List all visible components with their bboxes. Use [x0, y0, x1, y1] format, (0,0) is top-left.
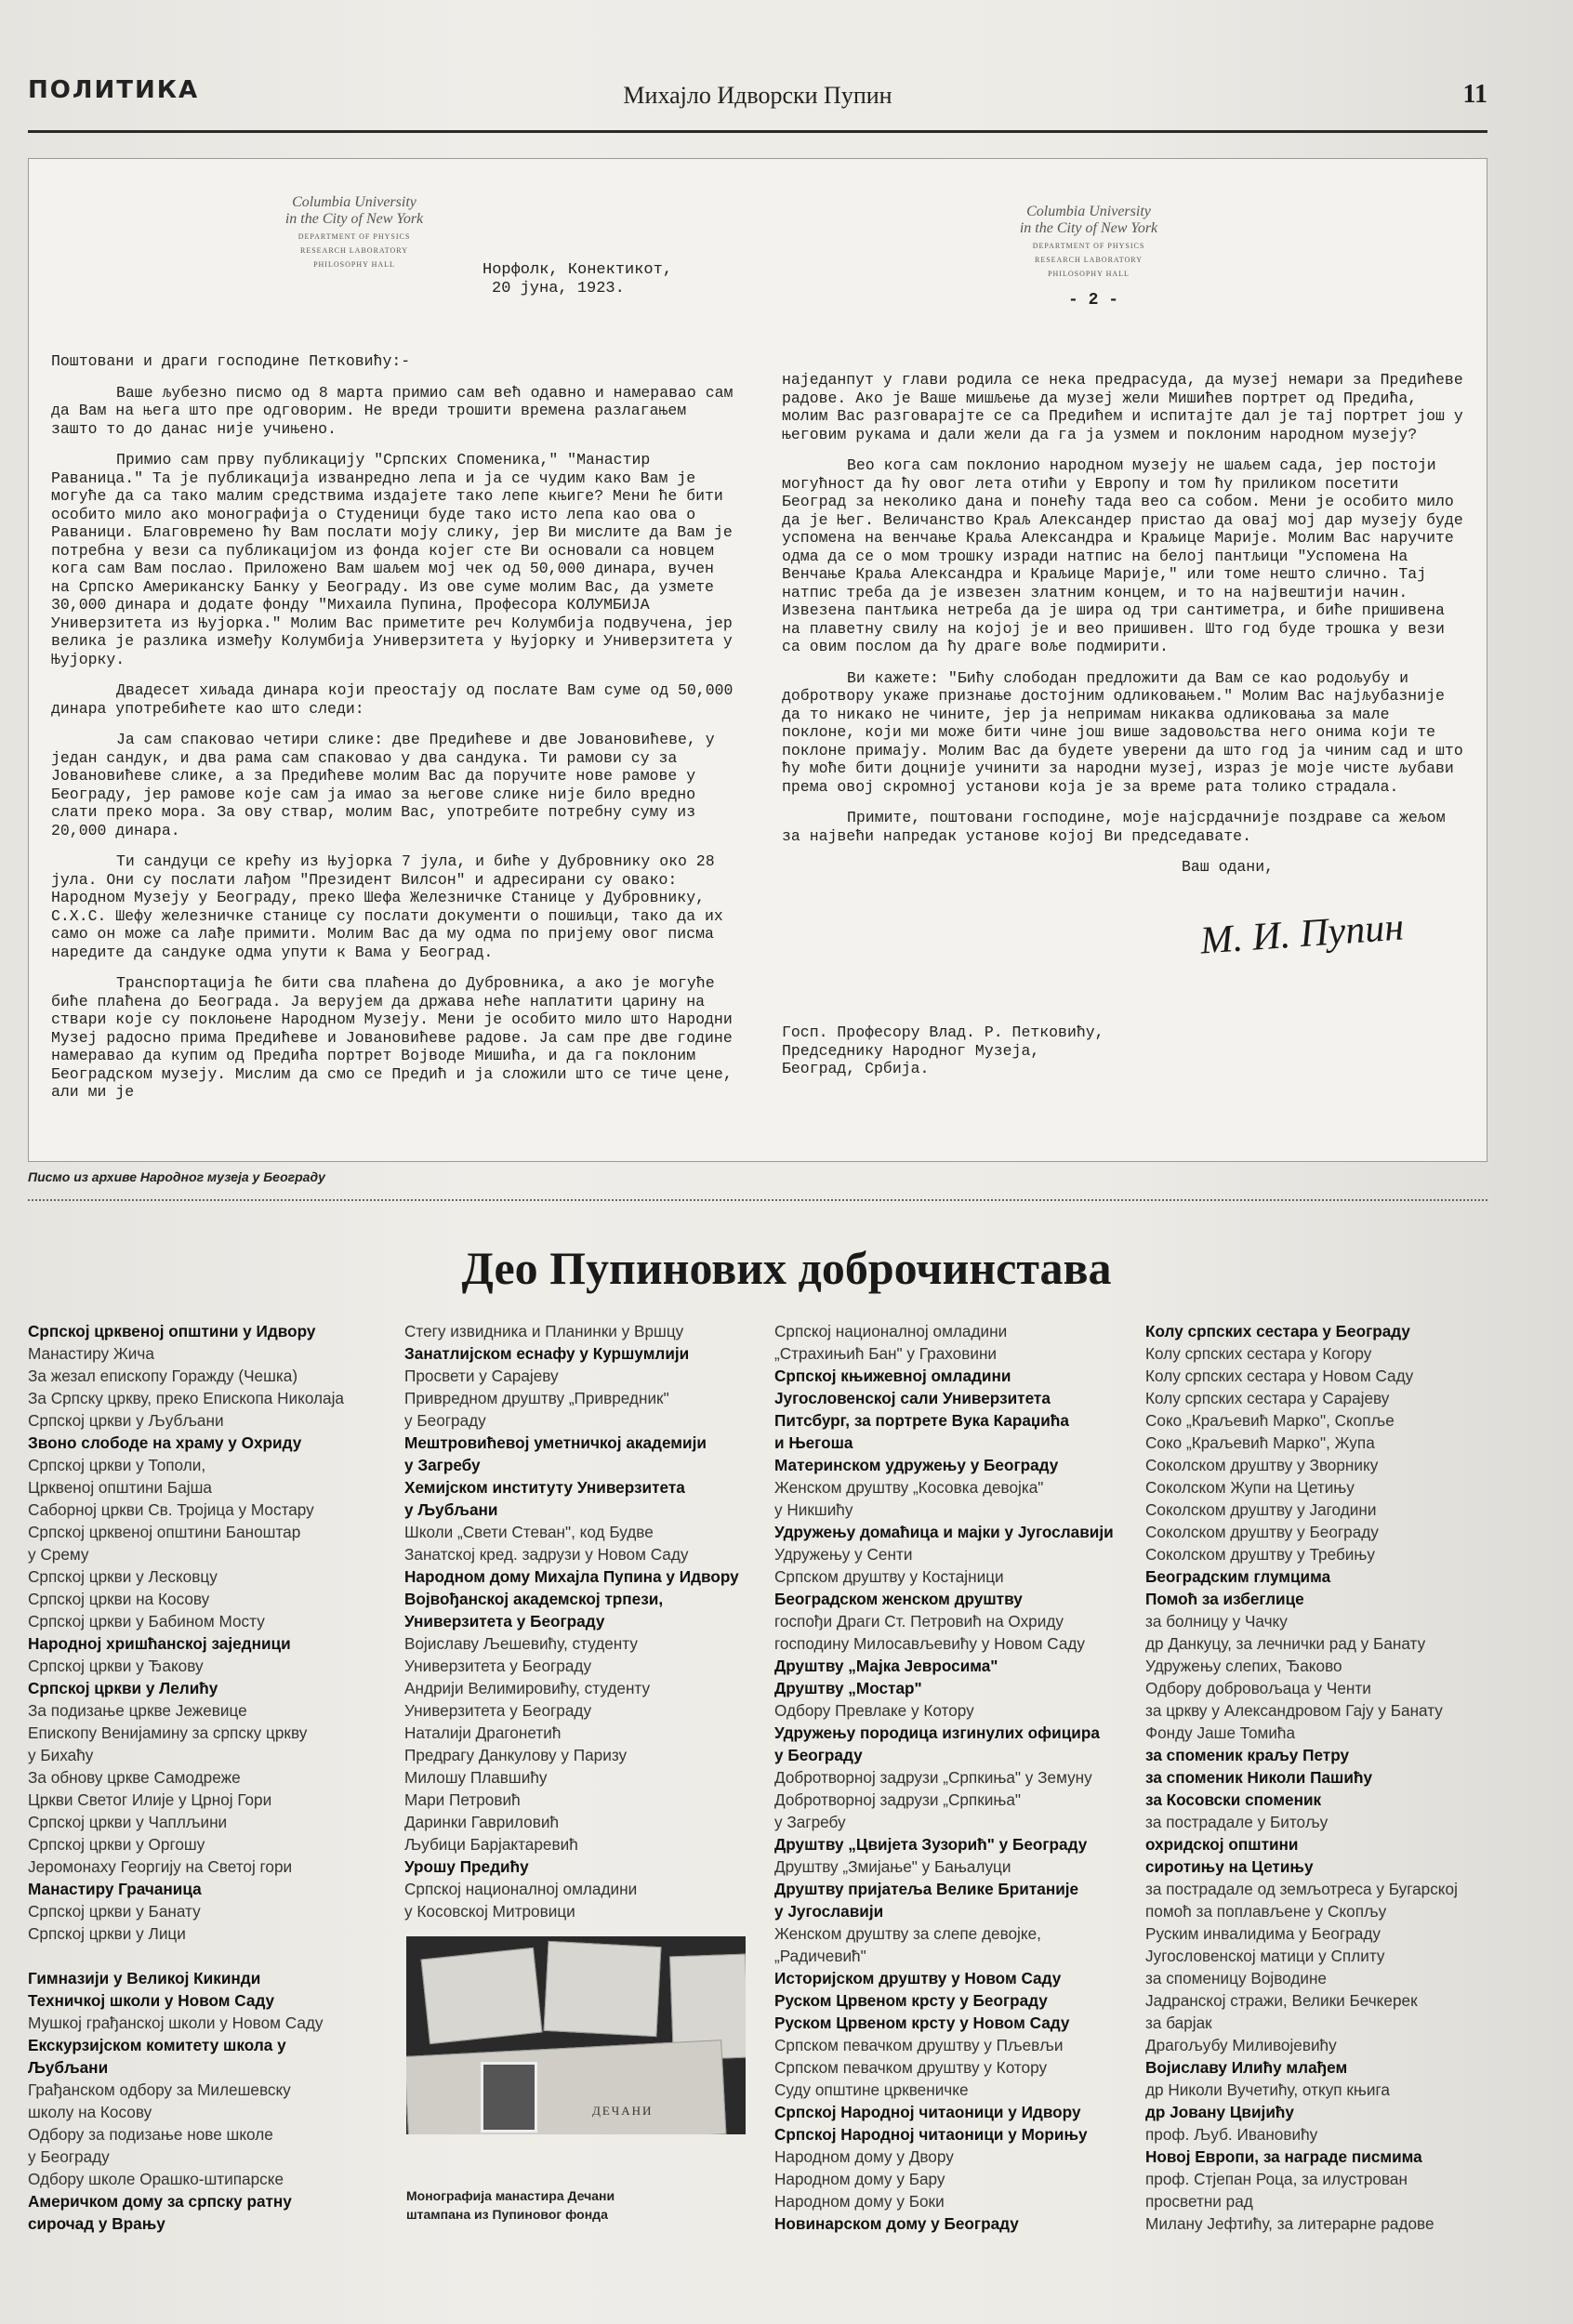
- donation-item: за споменик краљу Петру: [1145, 1746, 1350, 1764]
- list-column-3: [774, 1320, 1146, 2235]
- salutation: Поштовани и драги господине Петковићу:-: [51, 352, 411, 370]
- list-column-4: [1145, 1320, 1499, 2235]
- donation-item: Суду општине црквеничке: [774, 2080, 969, 2099]
- donation-item: Љубици Барјактаревић: [404, 1835, 578, 1854]
- donation-item: Српској цркви у Тополи,: [28, 1456, 206, 1474]
- donation-item: др Данкуцу, за лечнички рад у Банату: [1145, 1634, 1426, 1653]
- letterhead-left: Columbia University in the City of New York DEPARTMENT OF PHYSICS RESEARCH LABORATORY PHILOSOPHY HALL: [284, 194, 424, 269]
- donation-item: Српској црквеној општини у Идвору: [28, 1322, 316, 1340]
- donation-item: Грађанском одбору за Милешевску: [28, 2080, 291, 2099]
- donation-item: у Никшићу: [774, 1500, 853, 1519]
- donation-item: Звоно слободе на храму у Охриду: [28, 1433, 302, 1452]
- addressee: Госп. Професору Влад. Р. Петковићу, Председнику Народног Музеја, Београд, Србија.: [782, 1023, 1104, 1077]
- page-number: 11: [1462, 80, 1487, 109]
- donation-item: Јадранској стражи, Велики Бечкерек: [1145, 1991, 1418, 2010]
- closing: Ваш одани,: [1182, 858, 1275, 876]
- newspaper-logo: ПОЛИТИКА: [28, 76, 200, 104]
- donation-item: др Јовану Цвијићу: [1145, 2103, 1294, 2121]
- list-column-2: [404, 1320, 748, 1922]
- donation-item: „Страхињић Бан" у Граховини: [774, 1344, 998, 1363]
- donation-item: Народној хришћанској заједници: [28, 1634, 291, 1653]
- donation-item: помоћ за поплављене у Скопљу: [1145, 1902, 1387, 1921]
- donation-item: сиротињу на Цетињу: [1145, 1857, 1314, 1876]
- donation-item: у Бихаћу: [28, 1746, 94, 1764]
- donation-item: Југословенској матици у Сплиту: [1145, 1947, 1385, 1965]
- donation-item: Београдским глумцима: [1145, 1567, 1331, 1586]
- donation-item: Југословенској сали Универзитета: [774, 1389, 1051, 1407]
- donation-item: Соколском друштву у Јагодини: [1145, 1500, 1377, 1519]
- donation-item: Епископу Венијамину за српску цркву: [28, 1723, 308, 1742]
- donation-item: За обнову цркве Самодреже: [28, 1768, 241, 1787]
- list-column-1: [28, 1320, 390, 2235]
- donation-item: Манастиру Грачаница: [28, 1880, 202, 1898]
- running-title: Михајло Идворски Пупин: [623, 82, 892, 109]
- donation-item: Љубљани: [28, 2058, 109, 2077]
- donation-item: Занатлијском еснафу у Куршумлији: [404, 1344, 690, 1363]
- donation-item: Удружењу породица изгинулих официра: [774, 1723, 1100, 1742]
- donation-item: Историјском друштву у Новом Саду: [774, 1969, 1062, 1987]
- donation-item: Соколском друштву у Београду: [1145, 1523, 1379, 1541]
- letter-left-column: [51, 352, 739, 1115]
- donation-item: Војиславу Илићу млађем: [1145, 2058, 1348, 2077]
- donation-item: Женском друштву за слепе девојке,: [774, 1924, 1041, 1943]
- donation-item: проф. Љуб. Ивановићу: [1145, 2125, 1318, 2144]
- donation-item: Милану Јефтићу, за литерарне радове: [1145, 2214, 1434, 2233]
- donation-item: у Београду: [774, 1746, 863, 1764]
- donation-item: за Косовски споменик: [1145, 1790, 1322, 1809]
- photo-card: [544, 1941, 662, 2037]
- donation-item: Питсбург, за портрете Вука Караџића: [774, 1411, 1069, 1430]
- donation-item: Саборној цркви Св. Тројица у Мостару: [28, 1500, 314, 1519]
- donation-item: Друштву пријатеља Велике Британије: [774, 1880, 1079, 1898]
- donation-item: у Загребу: [404, 1456, 481, 1474]
- letter-dateline: Норфолк, Конектикот, 20 јуна, 1923.: [482, 261, 673, 297]
- donation-item: у Југославији: [774, 1902, 884, 1921]
- donation-item: Народном дому у Бару: [774, 2170, 945, 2188]
- donation-item: Одбору добровољаца у Ченти: [1145, 1679, 1371, 1697]
- donation-item: Одбору за подизање нове школе: [28, 2125, 273, 2144]
- masthead: [28, 65, 1487, 133]
- donation-item: Одбору Превлаке у Котору: [774, 1701, 974, 1720]
- donation-item: Соколском Жупи на Цетињу: [1145, 1478, 1355, 1497]
- donation-item: Америчком дому за српску ратну: [28, 2192, 292, 2211]
- photo-card: [421, 1948, 543, 2044]
- donation-item: Даринки Гавриловић: [404, 1813, 560, 1831]
- donation-item: Фонду Јаше Томића: [1145, 1723, 1296, 1742]
- donation-item: Занатској кред. задрузи у Новом Саду: [404, 1545, 689, 1564]
- donation-item: Универзитета у Београду: [404, 1657, 592, 1675]
- letter-paragraph: Ја сам спаковао четири слике: две Предићеве и две Јовановићеве, у један сандук, и два рама сам спаковао у два сандука. Ти рамови су за Јовановићеве слике, а за Предићеве молим Вас да поручите нове рамове у Београду, јер рамове које сам ја имао за његове слике није било вредно слати преко мора. За ову ствар, молим Вас, употребите потребну суму из 20,000 динара.: [51, 731, 715, 839]
- donation-item: Просвети у Сарајеву: [404, 1367, 559, 1385]
- donation-item: Народном дому Михајла Пупина у Идвору: [404, 1567, 739, 1586]
- monograph-photo: [406, 1936, 746, 2134]
- donation-item: Удружењу слепих, Ђаково: [1145, 1657, 1342, 1675]
- donation-item: охридској општини: [1145, 1835, 1299, 1854]
- donation-item: Српском друштву у Костајници: [774, 1567, 1004, 1586]
- donation-item: и Његоша: [774, 1433, 853, 1452]
- letter-scan: [28, 158, 1487, 1162]
- donation-item: Друштву „Змијање" у Бањалуци: [774, 1857, 1011, 1876]
- donation-item: Универзитета у Београду: [404, 1701, 592, 1720]
- signature: М. И. Пупин: [1198, 905, 1406, 963]
- donation-item: Манастиру Жича: [28, 1344, 154, 1363]
- letter-paragraph: Примио сам прву публикацију "Српских Споменика," "Манастир Раваница." Та је публикација изванредно лепа и ја се чудим како Вам је могуће да са тако малим средствима издајете тако лепе књиге? Мени ће бити особито мило ако монографија о Студеници буде тако исто лепа као ова о Раваници. Благовремено ћу Вам послати моју слику, јер Ви мислите да Вам је потребна у вези са публикацијом из фонда којег сте Ви основали са новцем кога сам Вам послао. Приложено Вам шаљем мој чек од 50,000 динара, вучен на Српско Американску Банку у Београду. Из ове суме молим Вас, да узмете 30,000 динара и додате фонду "Михаила Пупина, Професора КОЛУМБИЈА Универзитета из Њујорка." Молим Вас приметите реч Колумбија подвучена, јер велика је разлика између Колумбија Универзитета у Њујорку и Универзитета у Њујорку.: [51, 451, 733, 668]
- donation-item: Српској цркви у Оргошу: [28, 1835, 205, 1854]
- donation-item: Школи „Свети Стеван", код Будве: [404, 1523, 654, 1541]
- donation-item: Друштву „Мостар": [774, 1679, 922, 1697]
- donation-item: Српској Народној читаоници у Морињу: [774, 2125, 1088, 2144]
- donation-item: Руском Црвеном крсту у Новом Саду: [774, 2014, 1070, 2032]
- donation-item: сирочад у Врању: [28, 2214, 165, 2233]
- donation-item: Соко „Краљевић Марко", Скопље: [1145, 1411, 1395, 1430]
- donation-item: Наталији Драгонетић: [404, 1723, 562, 1742]
- donation-item: Техничкој школи у Новом Саду: [28, 1991, 275, 2010]
- donation-item: Друштву „Мајка Јевросима": [774, 1657, 998, 1675]
- donation-item: Јеромонаху Георгију на Светој гори: [28, 1857, 293, 1876]
- donation-item: Мушкој грађанској школи у Новом Саду: [28, 2014, 324, 2032]
- photo-book: [406, 2040, 726, 2134]
- donation-item: просветни рад: [1145, 2192, 1253, 2211]
- letter-paragraph: Ви кажете: "Бићу слободан предложити да Вам се као родољубу и добротвору укаже признање достојним одликовањем." Молим Вас најљубазније да то никако не чините, јер ја непримам никаква одликовања за мале поклоне, који ми може бити чине још више задовољства него онима који те поклоне примају. Молим Вас да будете уверени да што год ја чиним сад и што ћу моће бити доцније учинити за народни музеј, израз је моје чисте љубави према овој скромној установи која је за време рата толико страдала.: [782, 668, 1463, 796]
- donation-item: Српској цркви у Љубљани: [28, 1411, 224, 1430]
- donation-item: Удружењу у Сенти: [774, 1545, 913, 1564]
- donation-item: Српској цркви у Чаплљини: [28, 1813, 228, 1831]
- donation-item: „Радичевић": [774, 1947, 866, 1965]
- donation-item: у Љубљани: [404, 1500, 498, 1519]
- donation-item: Привредном друштву „Привредник": [404, 1389, 669, 1407]
- donation-item: Соколском друштву у Зворнику: [1145, 1456, 1379, 1474]
- donation-item: Материнском удружењу у Београду: [774, 1456, 1059, 1474]
- donation-item: За Српску цркву, преко Епископа Николаја: [28, 1389, 344, 1407]
- letter-paragraph: Двадесет хиљада динара који преостају од послате Вам суме од 50,000 динара употребићете као што следи:: [51, 681, 734, 718]
- donation-item: господину Милосављевићу у Новом Саду: [774, 1634, 1086, 1653]
- donation-item: проф. Стјепан Роца, за илустрован: [1145, 2170, 1408, 2188]
- donation-item: Руским инвалидима у Београду: [1145, 1924, 1381, 1943]
- donation-item: Драгољубу Миливојевићу: [1145, 2036, 1337, 2054]
- donation-item: Новој Европи, за награде писмима: [1145, 2147, 1422, 2166]
- divider: [28, 1199, 1487, 1201]
- donation-item: Колу српских сестара у Когору: [1145, 1344, 1372, 1363]
- donation-item: Друштву „Цвијета Зузорић" у Београду: [774, 1835, 1088, 1854]
- letter-paragraph: Ти сандуци се крећу из Њујорка 7 јула, и биће у Дубровнику око 28 јула. Они су послати лађом "Президент Вилсон" и адресирани су овако: Народном Музеју у Београду, преко Шефа Железничке Станице у Дубровнику, С.Х.С. Шефу железничке станице су послати документи о пошиљци, тако да их само он може са лађе примити. Молим Вас да му одма по пријему овог писма наредите да сандуке одма упути к Вама у Београд.: [51, 852, 723, 961]
- donation-item: Српској цркви на Косову: [28, 1590, 210, 1608]
- letter-paragraph: Примите, поштовани господине, моје најсрдачније поздраве са жељом за највећи напредак установе којој Ви председавате.: [782, 809, 1446, 845]
- donation-item: у Београду: [404, 1411, 486, 1430]
- letter-paragraph: Транспортација ће бити сва плаћена до Дубровника, а ако је могуће биће плаћена до Београда. Ја верујем да држава неће наплатити царину на ствари које су поклоњене Народном Музеју. Мени је особито мило што Народни Музеј радосно прима Предићеве и Јовановићеве радове. Ја сам пре две године намеравао да купим од Предића портрет Војводе Мишића, и да га поклоним Београдском музеју. Мислим да смо се Предић и ја сложили што се тиче цене, али ми је: [51, 974, 733, 1101]
- donation-item: [28, 1945, 390, 1967]
- donation-item: Српској књижевној омладини: [774, 1367, 1011, 1385]
- donation-item: За жезал епископу Горажду (Чешка): [28, 1367, 298, 1385]
- letter-caption: Писмо из архиве Народног музеја у Београду: [28, 1169, 325, 1184]
- donation-item: Српској цркви у Лелићу: [28, 1679, 218, 1697]
- donation-item: Цркви Светог Илије у Црној Гори: [28, 1790, 272, 1809]
- donation-item: Мари Петровић: [404, 1790, 521, 1809]
- donation-item: За подизање цркве Јежевице: [28, 1701, 247, 1720]
- donation-item: за пострадале од земљотреса у Бугарској: [1145, 1880, 1458, 1898]
- donation-item: госпођи Драги Ст. Петровић на Охриду: [774, 1612, 1064, 1631]
- donation-item: за пострадале у Битољу: [1145, 1813, 1328, 1831]
- photo-caption: Монографија манастира Дечани штампана из Пупиновог фонда: [406, 2188, 615, 2222]
- donation-item: Српској цркви у Лици: [28, 1924, 186, 1943]
- donation-item: Предрагу Данкулову у Паризу: [404, 1746, 628, 1764]
- letter-paragraph: наједанпут у глави родила се нека предрасуда, да музеј немари за Предићеве радове. Ако је Ваше мишљење да музеј жели Мишићев портрет од Предића, молим Вас разговарајте се са Предићем и испитајте дал је тај портрет још у његовим рукама и дали жели да га ја узмем и поклоним народном музеју?: [782, 371, 1463, 443]
- donation-item: Народном дому у Двору: [774, 2147, 954, 2166]
- donation-item: Мештровићевој уметничкој академији: [404, 1433, 707, 1452]
- donation-item: Београдском женском друштву: [774, 1590, 1023, 1608]
- donation-item: Урошу Предићу: [404, 1857, 529, 1876]
- book-title: ДЕЧАНИ: [592, 2104, 654, 2118]
- donation-item: Српском певачком друштву у Котору: [774, 2058, 1048, 2077]
- donation-item: Црквеној општини Бајша: [28, 1478, 212, 1497]
- donation-item: Женском друштву „Косовка девојка": [774, 1478, 1044, 1497]
- donation-item: Руском Црвеном крсту у Београду: [774, 1991, 1048, 2010]
- donation-item: школу на Косову: [28, 2103, 152, 2121]
- section-title: Део Пупинових доброчинстава: [461, 1242, 1112, 1294]
- letterhead-right: Columbia University in the City of New York DEPARTMENT OF PHYSICS RESEARCH LABORATORY PHILOSOPHY HALL: [1019, 204, 1158, 278]
- donation-item: Народном дому у Боки: [774, 2192, 945, 2211]
- donation-item: у Загребу: [774, 1813, 846, 1831]
- donation-item: Колу српских сестара у Београду: [1145, 1322, 1410, 1340]
- donation-item: Помоћ за избеглице: [1145, 1590, 1304, 1608]
- donation-item: у Београду: [28, 2147, 110, 2166]
- donation-item: Војиславу Љешевићу, студенту: [404, 1634, 638, 1653]
- donation-item: у Срему: [28, 1545, 89, 1564]
- donation-item: Српској националној омладини: [774, 1322, 1008, 1340]
- donation-item: Српској цркви у Ђакову: [28, 1657, 204, 1675]
- donation-item: за споменицу Војводине: [1145, 1969, 1327, 1987]
- letter-right-column: [782, 371, 1470, 890]
- donation-item: Стегу извидника и Планинки у Вршцу: [404, 1322, 684, 1340]
- donation-item: за барјак: [1145, 2014, 1212, 2032]
- page-mark: - 2 -: [1068, 291, 1119, 310]
- donation-item: Српској цркви у Бабином Мосту: [28, 1612, 265, 1631]
- donation-item: Српској црквеној општини Баноштар: [28, 1523, 301, 1541]
- donation-item: за цркву у Александровом Гају у Банату: [1145, 1701, 1443, 1720]
- donation-item: Новинарском дому у Београду: [774, 2214, 1019, 2233]
- donation-item: Српској националној омладини: [404, 1880, 638, 1898]
- donation-item: Андрији Велимировићу, студенту: [404, 1679, 651, 1697]
- donation-item: Колу српских сестара у Сарајеву: [1145, 1389, 1390, 1407]
- donation-item: Одбору школе Орашко-штипарске: [28, 2170, 284, 2188]
- donation-item: др Николи Вучетићу, откуп књига: [1145, 2080, 1390, 2099]
- donation-item: Удружењу домаћица и мајки у Југославији: [774, 1523, 1114, 1541]
- letter-paragraph: Вео кога сам поклонио народном музеју не шаљем сада, јер постоји могућност да ћу овог лета отићи у Европу и том ћу приликом посетити Београд за неколико дана и понећу тада вео са собом. Мени је особито мило да је Њег. Величанство Краљ Александер пристао да овај мој дар музеју буде успомена на венчање Краља Александра и Краљице Марије. Молим Вас наручите одма да се о мом трошку изради натпис на белој пантљици "Успомена На Венчање Краља Александра и Краљице Марије," или томе нешто слично. Тај натпис треба да је извезен златним концем, и то на највештији начин. Извезена пантљика нетреба да је шира од три сантиметра, и биће пришивена на плаветну свилу на којој је и вео пришивен. Што год буде трошка у вези са овим послом да ћу драге воље подмирити.: [782, 456, 1463, 655]
- donation-item: за болницу у Чачку: [1145, 1612, 1288, 1631]
- donation-item: Војвођанској академској трпези,: [404, 1590, 664, 1608]
- donation-item: у Косовској Митровици: [404, 1902, 575, 1921]
- donation-item: Екскурзијском комитету школа у: [28, 2036, 286, 2054]
- donation-item: Универзитета у Београду: [404, 1612, 605, 1631]
- donation-item: Добротворној задрузи „Српкиња" у Земуну: [774, 1768, 1092, 1787]
- donation-item: Соко „Краљевић Марко", Жупа: [1145, 1433, 1375, 1452]
- donation-item: Милошу Плавшићу: [404, 1768, 548, 1787]
- donation-item: Хемијском институту Универзитета: [404, 1478, 685, 1497]
- donation-item: Српској цркви у Банату: [28, 1902, 201, 1921]
- donation-item: Српској Народној читаоници у Идвору: [774, 2103, 1081, 2121]
- donation-item: Добротворној задрузи „Српкиња": [774, 1790, 1021, 1809]
- donation-item: Соколском друштву у Требињу: [1145, 1545, 1375, 1564]
- letter-paragraph: Ваше љубезно писмо од 8 марта примио сам већ одавно и намеравао сам да Вам на њега што пре одговорим. Не вреди трошити времена разлагањем зашто то до данас није учињено.: [51, 383, 734, 438]
- donation-item: Колу српских сестара у Новом Саду: [1145, 1367, 1414, 1385]
- donation-item: Српском певачком друштву у Пљевљи: [774, 2036, 1064, 2054]
- donation-item: Гимназији у Великој Кикинди: [28, 1969, 261, 1987]
- donation-item: за споменик Николи Пашићу: [1145, 1768, 1373, 1787]
- portrait-icon: [481, 2062, 537, 2133]
- donation-item: Српској цркви у Лесковцу: [28, 1567, 218, 1586]
